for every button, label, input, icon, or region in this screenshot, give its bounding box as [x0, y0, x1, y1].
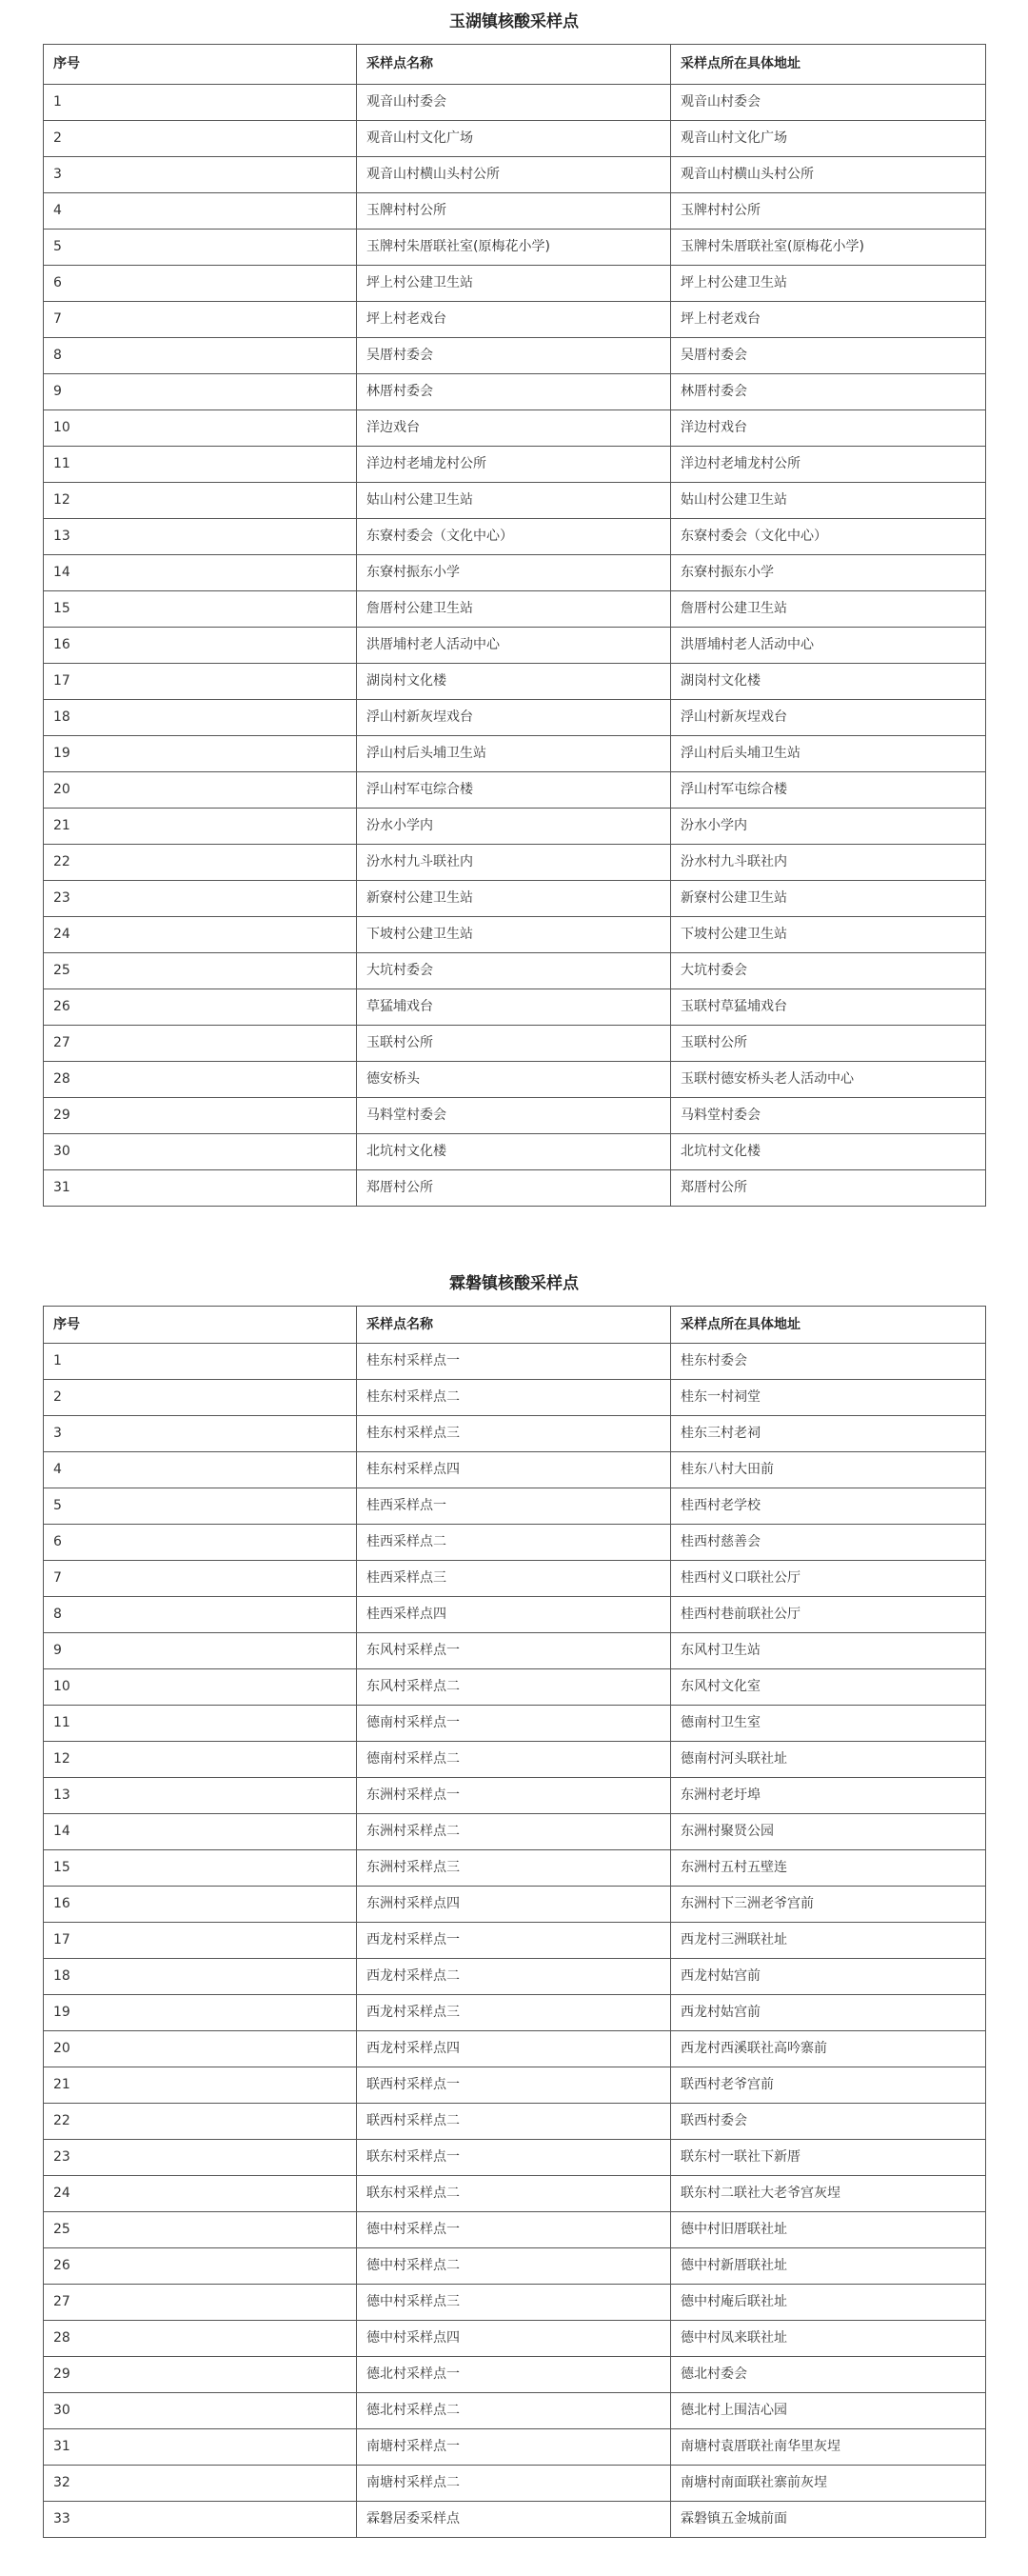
cell-address: 东洲村老圩埠	[671, 1778, 986, 1814]
table-row	[44, 809, 986, 845]
table-row	[44, 1995, 986, 2031]
cell-address: 德中村旧厝联社址	[671, 2212, 986, 2248]
table-row	[44, 1778, 986, 1814]
cell-address: 东洲村下三洲老爷宫前	[671, 1887, 986, 1923]
cell-site-name: 草猛埔戏台	[357, 989, 671, 1026]
cell-index: 30	[44, 2393, 357, 2429]
cell-site-name: 洋边村老埔龙村公所	[357, 447, 671, 483]
table-row	[44, 302, 986, 338]
cell-address: 德南村卫生室	[671, 1706, 986, 1742]
cell-address: 东洲村五村五壁连	[671, 1850, 986, 1887]
cell-address: 大坑村委会	[671, 953, 986, 989]
table-row	[44, 1561, 986, 1597]
cell-address: 联东村一联社下新厝	[671, 2140, 986, 2176]
cell-address: 浮山村后头埔卫生站	[671, 736, 986, 772]
cell-address: 西龙村姑宫前	[671, 1959, 986, 1995]
cell-index: 5	[44, 230, 357, 266]
cell-site-name: 玉牌村朱厝联社室(原梅花小学)	[357, 230, 671, 266]
table-title: 玉湖镇核酸采样点	[449, 12, 579, 31]
table-row	[44, 2104, 986, 2140]
header-address: 采样点所在具体地址	[671, 1307, 986, 1344]
cell-index: 25	[44, 953, 357, 989]
cell-address: 联东村二联社大老爷宫灰埕	[671, 2176, 986, 2212]
cell-site-name: 大坑村委会	[357, 953, 671, 989]
cell-site-name: 德南村采样点一	[357, 1706, 671, 1742]
cell-site-name: 德北村采样点二	[357, 2393, 671, 2429]
cell-site-name: 联东村采样点一	[357, 2140, 671, 2176]
table-row	[44, 917, 986, 953]
table-row	[44, 2393, 986, 2429]
cell-address: 汾水小学内	[671, 809, 986, 845]
table-row	[44, 193, 986, 230]
cell-address: 姑山村公建卫生站	[671, 483, 986, 519]
cell-site-name: 东洲村采样点四	[357, 1887, 671, 1923]
cell-site-name: 北坑村文化楼	[357, 1134, 671, 1170]
cell-index: 13	[44, 1778, 357, 1814]
cell-site-name: 西龙村采样点三	[357, 1995, 671, 2031]
cell-address: 下坡村公建卫生站	[671, 917, 986, 953]
cell-address: 德中村新厝联社址	[671, 2248, 986, 2285]
cell-index: 25	[44, 2212, 357, 2248]
cell-index: 7	[44, 302, 357, 338]
cell-index: 23	[44, 2140, 357, 2176]
table-row	[44, 2067, 986, 2104]
table-row	[44, 1525, 986, 1561]
cell-index: 20	[44, 2031, 357, 2067]
cell-address: 西龙村三洲联社址	[671, 1923, 986, 1959]
table-row	[44, 736, 986, 772]
table-row	[44, 2466, 986, 2502]
cell-index: 15	[44, 1850, 357, 1887]
cell-address: 詹厝村公建卫生站	[671, 591, 986, 628]
header-index: 序号	[44, 45, 357, 85]
cell-address: 德南村河头联社址	[671, 1742, 986, 1778]
cell-index: 3	[44, 1416, 357, 1452]
cell-index: 16	[44, 628, 357, 664]
cell-address: 吴厝村委会	[671, 338, 986, 374]
cell-index: 1	[44, 85, 357, 121]
cell-address: 坪上村老戏台	[671, 302, 986, 338]
cell-address: 玉联村公所	[671, 1026, 986, 1062]
cell-address: 桂西村慈善会	[671, 1525, 986, 1561]
cell-address: 观音山村文化广场	[671, 121, 986, 157]
cell-index: 9	[44, 1633, 357, 1669]
cell-site-name: 吴厝村委会	[357, 338, 671, 374]
cell-site-name: 桂西采样点三	[357, 1561, 671, 1597]
table-row	[44, 2357, 986, 2393]
table-row	[44, 519, 986, 555]
cell-site-name: 南塘村采样点二	[357, 2466, 671, 2502]
table-row	[44, 1134, 986, 1170]
cell-site-name: 桂东村采样点二	[357, 1380, 671, 1416]
cell-site-name: 桂西采样点四	[357, 1597, 671, 1633]
cell-site-name: 观音山村文化广场	[357, 121, 671, 157]
cell-index: 12	[44, 483, 357, 519]
cell-index: 10	[44, 1669, 357, 1706]
table-row	[44, 1706, 986, 1742]
cell-address: 湖岗村文化楼	[671, 664, 986, 700]
cell-site-name: 德中村采样点二	[357, 2248, 671, 2285]
table-title: 霖磐镇核酸采样点	[449, 1274, 579, 1293]
header-site-name: 采样点名称	[357, 1307, 671, 1344]
cell-address: 洋边村老埔龙村公所	[671, 447, 986, 483]
header-index: 序号	[44, 1307, 357, 1344]
cell-address: 德北村委会	[671, 2357, 986, 2393]
cell-site-name: 汾水村九斗联社内	[357, 845, 671, 881]
cell-site-name: 汾水小学内	[357, 809, 671, 845]
cell-site-name: 联东村采样点二	[357, 2176, 671, 2212]
cell-address: 东风村卫生站	[671, 1633, 986, 1669]
table-header-row	[44, 45, 986, 85]
cell-index: 30	[44, 1134, 357, 1170]
cell-site-name: 德中村采样点四	[357, 2321, 671, 2357]
table-row	[44, 1416, 986, 1452]
cell-index: 8	[44, 1597, 357, 1633]
cell-index: 5	[44, 1488, 357, 1525]
table-row	[44, 266, 986, 302]
table-row	[44, 772, 986, 809]
cell-site-name: 洋边戏台	[357, 410, 671, 447]
cell-address: 郑厝村公所	[671, 1170, 986, 1207]
cell-index: 26	[44, 2248, 357, 2285]
table-row	[44, 2502, 986, 2538]
cell-site-name: 联西村采样点一	[357, 2067, 671, 2104]
cell-address: 德中村庵后联社址	[671, 2285, 986, 2321]
cell-index: 28	[44, 1062, 357, 1098]
cell-site-name: 德南村采样点二	[357, 1742, 671, 1778]
cell-index: 29	[44, 2357, 357, 2393]
cell-address: 浮山村军屯综合楼	[671, 772, 986, 809]
cell-site-name: 德中村采样点三	[357, 2285, 671, 2321]
table-row	[44, 2429, 986, 2466]
cell-site-name: 霖磐居委采样点	[357, 2502, 671, 2538]
table-row	[44, 2248, 986, 2285]
cell-index: 4	[44, 193, 357, 230]
table-row	[44, 1597, 986, 1633]
cell-site-name: 马料堂村委会	[357, 1098, 671, 1134]
cell-site-name: 西龙村采样点二	[357, 1959, 671, 1995]
table-row	[44, 1814, 986, 1850]
cell-index: 17	[44, 1923, 357, 1959]
cell-address: 德北村上围洁心园	[671, 2393, 986, 2429]
table-row	[44, 2176, 986, 2212]
table-row	[44, 700, 986, 736]
cell-address: 联西村委会	[671, 2104, 986, 2140]
cell-index: 10	[44, 410, 357, 447]
cell-address: 桂西村巷前联社公厅	[671, 1597, 986, 1633]
cell-address: 德中村凤来联社址	[671, 2321, 986, 2357]
cell-index: 29	[44, 1098, 357, 1134]
cell-site-name: 姑山村公建卫生站	[357, 483, 671, 519]
table-row	[44, 374, 986, 410]
cell-index: 27	[44, 1026, 357, 1062]
table-row	[44, 555, 986, 591]
table-row	[44, 483, 986, 519]
table-row	[44, 2212, 986, 2248]
cell-index: 24	[44, 917, 357, 953]
cell-site-name: 桂东村采样点一	[357, 1344, 671, 1380]
cell-index: 27	[44, 2285, 357, 2321]
cell-address: 汾水村九斗联社内	[671, 845, 986, 881]
cell-index: 22	[44, 845, 357, 881]
table-row	[44, 2285, 986, 2321]
cell-site-name: 东风村采样点二	[357, 1669, 671, 1706]
cell-address: 洪厝埔村老人活动中心	[671, 628, 986, 664]
cell-address: 东寮村委会（文化中心）	[671, 519, 986, 555]
cell-site-name: 詹厝村公建卫生站	[357, 591, 671, 628]
cell-index: 28	[44, 2321, 357, 2357]
table-row	[44, 338, 986, 374]
cell-site-name: 东洲村采样点一	[357, 1778, 671, 1814]
cell-site-name: 观音山村横山头村公所	[357, 157, 671, 193]
cell-address: 新寮村公建卫生站	[671, 881, 986, 917]
cell-index: 26	[44, 989, 357, 1026]
cell-address: 东洲村聚贤公园	[671, 1814, 986, 1850]
table-row	[44, 1452, 986, 1488]
cell-index: 32	[44, 2466, 357, 2502]
cell-address: 桂西村老学校	[671, 1488, 986, 1525]
table-row	[44, 230, 986, 266]
cell-index: 12	[44, 1742, 357, 1778]
table-row	[44, 1488, 986, 1525]
cell-address: 霖磐镇五金城前面	[671, 2502, 986, 2538]
cell-site-name: 桂东村采样点三	[357, 1416, 671, 1452]
cell-address: 东风村文化室	[671, 1669, 986, 1706]
cell-site-name: 林厝村委会	[357, 374, 671, 410]
cell-index: 2	[44, 1380, 357, 1416]
cell-site-name: 德北村采样点一	[357, 2357, 671, 2393]
cell-site-name: 西龙村采样点四	[357, 2031, 671, 2067]
cell-address: 西龙村姑宫前	[671, 1995, 986, 2031]
cell-address: 南塘村南面联社寨前灰埕	[671, 2466, 986, 2502]
cell-index: 15	[44, 591, 357, 628]
linpan-sampling-table	[43, 1306, 986, 2538]
cell-index: 2	[44, 121, 357, 157]
cell-site-name: 东寮村振东小学	[357, 555, 671, 591]
cell-index: 4	[44, 1452, 357, 1488]
cell-site-name: 浮山村军屯综合楼	[357, 772, 671, 809]
cell-address: 联西村老爷宫前	[671, 2067, 986, 2104]
table-row	[44, 881, 986, 917]
cell-address: 玉联村草猛埔戏台	[671, 989, 986, 1026]
cell-index: 21	[44, 2067, 357, 2104]
cell-address: 南塘村袁厝联社南华里灰埕	[671, 2429, 986, 2466]
cell-address: 观音山村委会	[671, 85, 986, 121]
cell-site-name: 坪上村公建卫生站	[357, 266, 671, 302]
cell-address: 桂东一村祠堂	[671, 1380, 986, 1416]
table-row	[44, 1344, 986, 1380]
cell-index: 18	[44, 1959, 357, 1995]
table-row	[44, 1633, 986, 1669]
cell-index: 1	[44, 1344, 357, 1380]
cell-address: 林厝村委会	[671, 374, 986, 410]
cell-address: 玉联村德安桥头老人活动中心	[671, 1062, 986, 1098]
table-row	[44, 157, 986, 193]
table-row	[44, 591, 986, 628]
header-site-name: 采样点名称	[357, 45, 671, 85]
cell-index: 14	[44, 555, 357, 591]
cell-index: 23	[44, 881, 357, 917]
cell-index: 6	[44, 266, 357, 302]
table-row	[44, 1887, 986, 1923]
cell-index: 3	[44, 157, 357, 193]
cell-index: 8	[44, 338, 357, 374]
table-row	[44, 664, 986, 700]
cell-index: 17	[44, 664, 357, 700]
cell-index: 19	[44, 736, 357, 772]
cell-index: 21	[44, 809, 357, 845]
cell-site-name: 东洲村采样点三	[357, 1850, 671, 1887]
cell-index: 6	[44, 1525, 357, 1561]
cell-index: 33	[44, 2502, 357, 2538]
linpan-section	[0, 1262, 1028, 2526]
cell-index: 16	[44, 1887, 357, 1923]
cell-site-name: 新寮村公建卫生站	[357, 881, 671, 917]
cell-site-name: 联西村采样点二	[357, 2104, 671, 2140]
cell-address: 玉牌村朱厝联社室(原梅花小学)	[671, 230, 986, 266]
table-row	[44, 1026, 986, 1062]
table-row	[44, 410, 986, 447]
cell-address: 坪上村公建卫生站	[671, 266, 986, 302]
cell-site-name: 湖岗村文化楼	[357, 664, 671, 700]
cell-site-name: 浮山村新灰埕戏台	[357, 700, 671, 736]
cell-index: 31	[44, 1170, 357, 1207]
cell-index: 24	[44, 2176, 357, 2212]
cell-address: 桂东村委会	[671, 1344, 986, 1380]
cell-site-name: 德中村采样点一	[357, 2212, 671, 2248]
cell-index: 9	[44, 374, 357, 410]
cell-address: 洋边村戏台	[671, 410, 986, 447]
cell-site-name: 洪厝埔村老人活动中心	[357, 628, 671, 664]
cell-site-name: 桂西采样点一	[357, 1488, 671, 1525]
cell-address: 桂东八村大田前	[671, 1452, 986, 1488]
table-row	[44, 1850, 986, 1887]
table-row	[44, 121, 986, 157]
table-row	[44, 1062, 986, 1098]
cell-site-name: 东风村采样点一	[357, 1633, 671, 1669]
cell-site-name: 玉牌村村公所	[357, 193, 671, 230]
table-row	[44, 845, 986, 881]
cell-index: 22	[44, 2104, 357, 2140]
cell-site-name: 南塘村采样点一	[357, 2429, 671, 2466]
cell-site-name: 桂东村采样点四	[357, 1452, 671, 1488]
cell-site-name: 东寮村委会（文化中心）	[357, 519, 671, 555]
table-row	[44, 447, 986, 483]
cell-index: 13	[44, 519, 357, 555]
table-row	[44, 2321, 986, 2357]
cell-address: 观音山村横山头村公所	[671, 157, 986, 193]
table-row	[44, 1098, 986, 1134]
cell-address: 北坑村文化楼	[671, 1134, 986, 1170]
cell-index: 19	[44, 1995, 357, 2031]
cell-site-name: 郑厝村公所	[357, 1170, 671, 1207]
cell-index: 11	[44, 447, 357, 483]
cell-address: 桂东三村老祠	[671, 1416, 986, 1452]
yuhu-section	[0, 0, 1028, 1195]
cell-index: 11	[44, 1706, 357, 1742]
table-row	[44, 2031, 986, 2067]
table-row	[44, 1669, 986, 1706]
cell-index: 31	[44, 2429, 357, 2466]
cell-site-name: 观音山村委会	[357, 85, 671, 121]
cell-index: 14	[44, 1814, 357, 1850]
cell-site-name: 德安桥头	[357, 1062, 671, 1098]
cell-site-name: 下坡村公建卫生站	[357, 917, 671, 953]
table-row	[44, 85, 986, 121]
cell-site-name: 西龙村采样点一	[357, 1923, 671, 1959]
cell-index: 20	[44, 772, 357, 809]
table-row	[44, 1170, 986, 1207]
cell-address: 桂西村义口联社公厅	[671, 1561, 986, 1597]
cell-site-name: 坪上村老戏台	[357, 302, 671, 338]
yuhu-sampling-table	[43, 44, 986, 1207]
table-body	[44, 85, 986, 1207]
table-row	[44, 1742, 986, 1778]
header-address: 采样点所在具体地址	[671, 45, 986, 85]
table-row	[44, 2140, 986, 2176]
cell-site-name: 玉联村公所	[357, 1026, 671, 1062]
table-header-row	[44, 1307, 986, 1344]
table-body	[44, 1344, 986, 2538]
cell-address: 东寮村振东小学	[671, 555, 986, 591]
table-row	[44, 1923, 986, 1959]
cell-address: 马料堂村委会	[671, 1098, 986, 1134]
cell-address: 西龙村西溪联社高吟寨前	[671, 2031, 986, 2067]
table-row	[44, 953, 986, 989]
cell-site-name: 桂西采样点二	[357, 1525, 671, 1561]
table-row	[44, 628, 986, 664]
table-row	[44, 989, 986, 1026]
cell-index: 18	[44, 700, 357, 736]
cell-address: 玉牌村村公所	[671, 193, 986, 230]
cell-site-name: 浮山村后头埔卫生站	[357, 736, 671, 772]
cell-site-name: 东洲村采样点二	[357, 1814, 671, 1850]
cell-index: 7	[44, 1561, 357, 1597]
cell-address: 浮山村新灰埕戏台	[671, 700, 986, 736]
table-row	[44, 1380, 986, 1416]
table-row	[44, 1959, 986, 1995]
